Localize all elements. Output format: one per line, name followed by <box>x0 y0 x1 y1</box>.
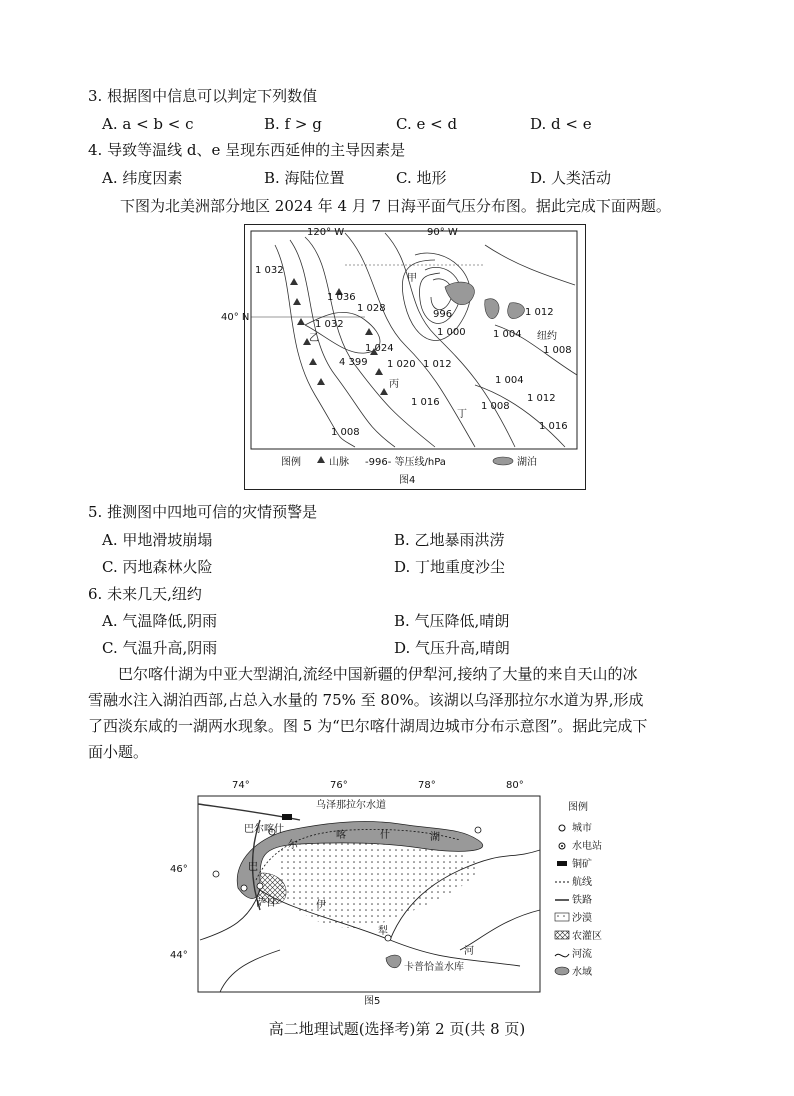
lon-90w: 90° W <box>427 227 458 238</box>
isobar-label: 1 016 <box>411 397 440 408</box>
fig5-intro-line1: 巴尔喀什湖为中亚大型湖泊,流经中国新疆的伊犁河,接纳了大量的来自天山的冰 <box>118 665 638 683</box>
q5-option-a: A. 甲地滑坡崩塌 <box>102 531 213 549</box>
legend-route: 航线 <box>572 877 592 888</box>
lake-legend-icon <box>493 457 513 465</box>
legend-hydro: 水电站 <box>572 841 602 852</box>
isobar-label: 1 016 <box>539 421 568 432</box>
isobar-label: 1 004 <box>493 329 522 340</box>
city-icon <box>241 885 247 891</box>
q6-option-a: A. 气温降低,阴雨 <box>102 612 218 630</box>
isobar-label: 1 008 <box>481 401 510 412</box>
q4-option-d: D. 人类活动 <box>530 169 612 187</box>
lake-char: 湖 <box>430 832 440 843</box>
water-legend-icon <box>555 967 569 975</box>
channel-label: 乌泽那拉尔水道 <box>316 800 386 811</box>
legend-desert: 沙漠 <box>572 913 592 924</box>
q3-stem: 3. 根据图中信息可以判定下列数值 <box>88 87 318 105</box>
page-footer: 高二地理试题(选择考)第 2 页(共 8 页) <box>268 1020 526 1038</box>
isobar-label: 1 012 <box>525 307 554 318</box>
city-label: 巴尔喀什 <box>244 824 284 835</box>
lat-46: 46° <box>170 864 188 875</box>
isobar-label: 1 008 <box>331 427 360 438</box>
isobar-label: 1 012 <box>423 359 452 370</box>
q4-option-b: B. 海陆位置 <box>264 169 345 187</box>
q5-option-d: D. 丁地重度沙尘 <box>394 558 506 576</box>
legend-isobar: -996- 等压线/hPa <box>365 457 446 468</box>
city-icon <box>475 827 481 833</box>
lon-80: 80° <box>506 780 524 791</box>
isobar-label: 996 <box>433 309 453 320</box>
lat-44: 44° <box>170 950 188 961</box>
pressure-map-svg <box>221 225 585 489</box>
legend-lake: 湖泊 <box>517 457 537 468</box>
legend-irrigation: 农灌区 <box>572 931 602 942</box>
city2-label: 萨日 <box>256 898 276 909</box>
river-char: 河 <box>464 946 474 957</box>
q6-option-d: D. 气压升高,晴朗 <box>394 639 510 657</box>
q5-option-c: C. 丙地森林火险 <box>102 558 213 576</box>
river-legend-icon <box>555 954 569 957</box>
fig5-intro-line3: 了西淡东咸的一湖两水现象。图 5 为“巴尔喀什湖周边城市分布示意图”。据此完成下 <box>88 717 648 735</box>
isobar-label: 1 036 <box>327 292 356 303</box>
copper-legend-icon <box>557 861 567 866</box>
city-icon <box>257 883 263 889</box>
fig5-caption: 图5 <box>364 996 381 1007</box>
fig5-intro-line4: 面小题。 <box>88 743 149 761</box>
legend-river: 河流 <box>572 949 592 960</box>
q6-option-c: C. 气温升高,阴雨 <box>102 639 218 657</box>
isobar-label: 1 028 <box>357 303 386 314</box>
isobar-label: 1 004 <box>495 375 524 386</box>
legend-copper: 铜矿 <box>572 859 592 870</box>
mountain-legend-icon <box>317 456 325 463</box>
place-ding: 丁 <box>457 409 467 420</box>
lon-74: 74° <box>232 780 250 791</box>
q5-stem: 5. 推测图中四地可信的灾情预警是 <box>88 503 318 521</box>
city-icon <box>213 871 219 877</box>
q6-option-b: B. 气压降低,晴朗 <box>394 612 510 630</box>
q3-option-c: C. e < d <box>396 115 458 133</box>
isobar-label: 1 032 <box>315 319 344 330</box>
figure-5-balkhash-map <box>160 770 630 1008</box>
legend-city: 城市 <box>572 823 592 834</box>
legend-water: 水域 <box>572 967 592 978</box>
isobar-label: 1 012 <box>527 393 556 404</box>
q4-option-a: A. 纬度因素 <box>102 169 183 187</box>
copper-mine-icon <box>282 814 292 820</box>
desert-legend-icon <box>555 913 569 921</box>
isobar-label: 1 008 <box>543 345 572 356</box>
isobar-label: 1 020 <box>387 359 416 370</box>
isobar-label: 1 024 <box>365 343 394 354</box>
q4-option-c: C. 地形 <box>396 169 447 187</box>
place-jia: 甲 <box>407 273 417 284</box>
figure-4-pressure-map <box>221 224 586 490</box>
lake-char: 巴 <box>248 862 258 873</box>
isobar-label: 4 399 <box>339 357 368 368</box>
river-char: 犁 <box>378 926 388 937</box>
lon-78: 78° <box>418 780 436 791</box>
lake-char: 喀 <box>336 830 346 841</box>
lake-char: 什 <box>380 830 390 841</box>
river-char: 伊 <box>316 900 326 911</box>
city-legend-icon <box>559 825 565 831</box>
fig4-caption: 图4 <box>399 475 416 486</box>
fig5-intro-line2: 雪融水注入湖泊西部,占总入水量的 75% 至 80%。该湖以乌泽那拉尔水道为界,形成 <box>88 691 644 709</box>
irrigation-legend-icon <box>555 931 569 939</box>
balkhash-map-svg <box>160 770 630 1008</box>
place-yi: 乙 <box>309 333 319 344</box>
legend-title: 图例 <box>568 802 588 813</box>
place-newyork: 纽约 <box>537 331 557 342</box>
q3-option-a: A. a < b < c <box>102 115 194 133</box>
isobar-label: 1 000 <box>437 327 466 338</box>
fig4-intro: 下图为北美洲部分地区 2024 年 4 月 7 日海平面气压分布图。据此完成下面两题。 <box>120 197 671 215</box>
place-bing: 丙 <box>389 379 399 390</box>
q3-option-b: B. f > g <box>264 115 322 133</box>
isobar-label: 1 032 <box>255 265 284 276</box>
lake-char: 尔 <box>288 840 298 851</box>
legend-title: 图例 <box>281 457 301 468</box>
lat-40n: 40° N <box>221 312 250 323</box>
lon-120w: 120° W <box>307 227 345 238</box>
legend-mountain: 山脉 <box>329 457 349 468</box>
q6-stem: 6. 未来几天,纽约 <box>88 585 202 603</box>
q3-option-d: D. d < e <box>530 115 592 133</box>
reservoir-label: 卡普恰盖水库 <box>404 962 464 973</box>
legend-railway: 铁路 <box>572 895 592 906</box>
lon-76: 76° <box>330 780 348 791</box>
q4-stem: 4. 导致等温线 d、e 呈现东西延伸的主导因素是 <box>88 141 406 159</box>
q5-option-b: B. 乙地暴雨洪涝 <box>394 531 505 549</box>
